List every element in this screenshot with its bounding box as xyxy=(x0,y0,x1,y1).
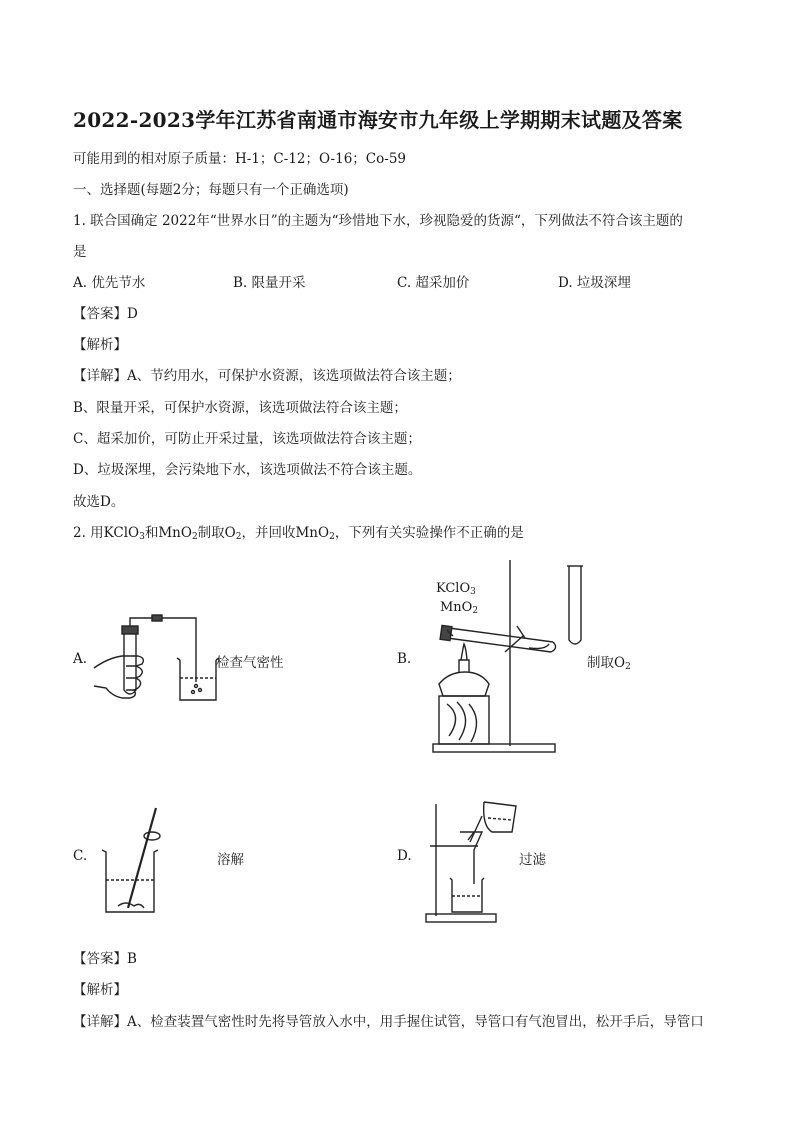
q1-stem-line1: 1. 联合国确定 2022年“世界水日”的主题为“珍惜地下水，珍视隐爱的货源“，下列做法不符合该主题的 xyxy=(73,213,683,229)
fig-b-letter: B. xyxy=(397,651,412,667)
fig-b-label: 制取$O_2$ xyxy=(587,655,631,672)
fig-b-oxygen-preparation-diagram xyxy=(425,556,600,766)
fig-a-airtightness-diagram xyxy=(92,612,232,707)
fig-b-kclo3-label: KClO$_3$ xyxy=(436,581,476,597)
fig-d-label: 过滤 xyxy=(519,852,546,868)
q1-conclusion: 故选D。 xyxy=(73,494,125,510)
fig-d-filtration-diagram xyxy=(422,796,522,928)
fig-c-label: 溶解 xyxy=(217,852,244,868)
page-title: 2022-2023学年江苏省南通市海安市九年级上学期期末试题及答案 xyxy=(73,108,683,132)
fig-b-mno2-label: MnO$_2$ xyxy=(440,600,479,616)
fig-d-letter: D. xyxy=(397,848,412,864)
q1-detail-d: D、垃圾深埋，会污染地下水，该选项做法不符合该主题。 xyxy=(73,462,422,478)
atomic-mass-note: 可能用到的相对原子质量：H-1；C-12；O-16；Co-59 xyxy=(73,151,406,167)
q2-analysis-heading: 【解析】 xyxy=(73,982,127,998)
q1-analysis-heading: 【解析】 xyxy=(73,337,127,353)
q2-answer: 【答案】B xyxy=(73,951,137,967)
q2-detail: 【详解】A、检查装置气密性时先将导管放入水中，用手握住试管，导管口有气泡冒出，松开手后，导管口 xyxy=(73,1014,704,1030)
q1-option-a: A. 优先节水 xyxy=(73,275,146,291)
q1-option-c: C. 超采加价 xyxy=(397,275,470,291)
fig-c-dissolving-diagram xyxy=(96,806,176,918)
q1-option-b: B. 限量开采 xyxy=(233,275,306,291)
q2-stem: 2. 用KClO$_3$和MnO$_2$制取$O_2$，并回收MnO$_2$，下列有关实验操作不正确的是 xyxy=(73,525,524,542)
fig-a-label: 检查气密性 xyxy=(216,655,284,671)
q1-detail-c: C、超采加价，可防止开采过量，该选项做法符合该主题； xyxy=(73,431,421,447)
q1-detail-a: 【详解】A、节约用水，可保护水资源，该选项做法符合该主题； xyxy=(73,368,461,384)
fig-a-letter: A. xyxy=(73,651,88,667)
q1-answer: 【答案】D xyxy=(73,306,138,322)
q1-stem-line2: 是 xyxy=(73,244,87,260)
fig-c-letter: C. xyxy=(73,848,88,864)
q1-detail-b: B、限量开采，可保护水资源，该选项做法符合该主题； xyxy=(73,400,407,416)
q1-option-d: D. 垃圾深埋 xyxy=(558,275,631,291)
section-heading: 一、选择题(每题2分；每题只有一个正确选项) xyxy=(73,182,349,198)
